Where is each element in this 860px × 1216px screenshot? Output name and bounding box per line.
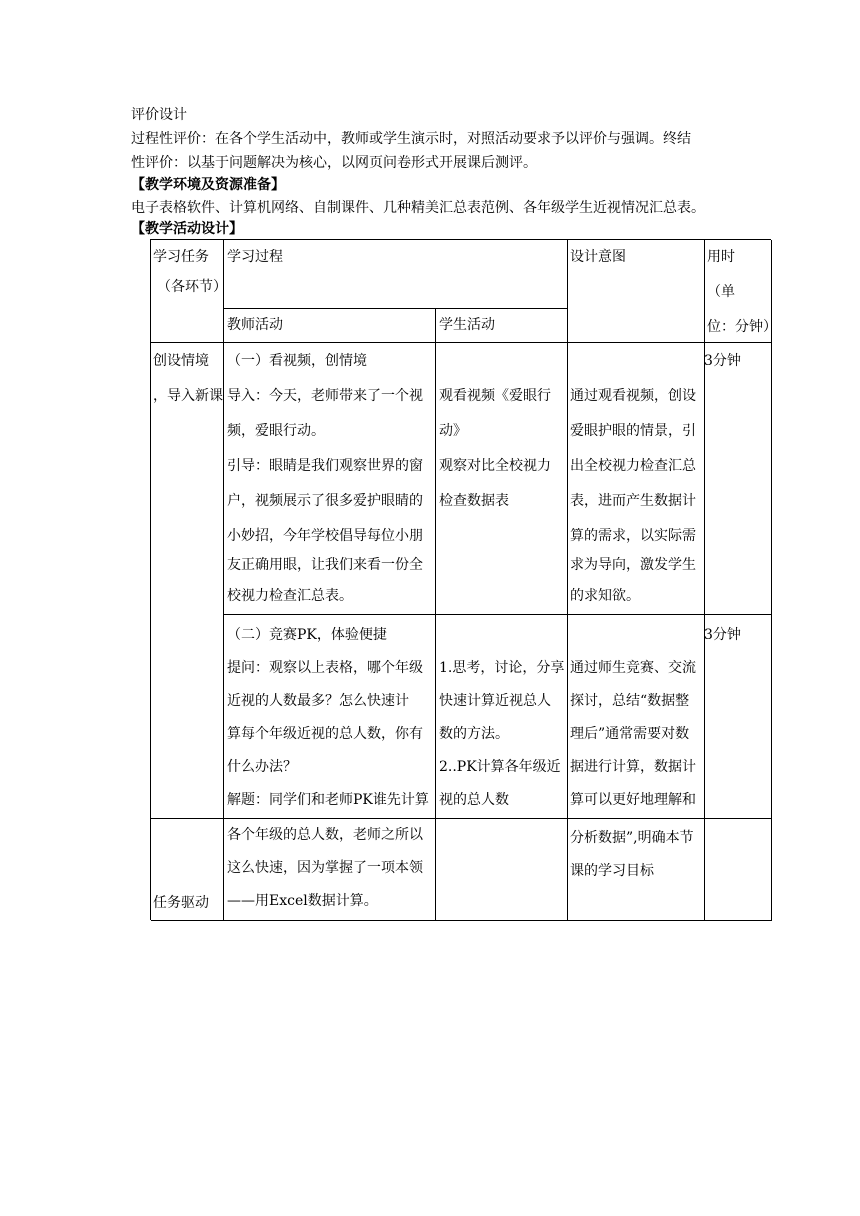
row3-task: 任务驱动 [153, 895, 209, 911]
row3-intent-2: 课的学习目标 [570, 863, 654, 879]
row1-teacher-8: 校视力检查汇总表。 [227, 588, 353, 604]
row-divider-2 [151, 818, 772, 819]
row2-intent-4: 理后”通常需要对数 [570, 726, 690, 742]
row1-teacher-4: 引导：眼睛是我们观察世界的窗 [227, 458, 423, 474]
activity-table [150, 239, 777, 920]
row1-student-3: 动》 [439, 423, 467, 439]
header-student: 学生活动 [439, 317, 495, 333]
env-heading: 【教学环境及资源准备】 [131, 177, 285, 193]
row-divider-bottom [151, 920, 772, 921]
row3-teacher-2: 这么快速，因为掌握了一项本领 [227, 860, 423, 876]
row1-teacher-1: （一）看视频，创情境 [227, 353, 367, 369]
row2-student-4: 数的方法。 [439, 726, 509, 742]
row1-teacher-7: 友正确用眼，让我们来看一份全 [227, 557, 423, 573]
row2-student-2: 1.思考，讨论，分享 [439, 660, 565, 676]
row2-student-6: 视的总人数 [439, 792, 509, 808]
header-time-3: 位：分钟） [707, 319, 777, 335]
row2-student-5: 2..PK计算各年级近 [439, 759, 561, 775]
row3-teacher-3: ——用Excel数据计算。 [227, 893, 378, 909]
header-teacher: 教师活动 [227, 317, 283, 333]
row1-intent-4: 出全校视力检查汇总 [570, 458, 696, 474]
row2-teacher-2: 提问：观察以上表格，哪个年级 [227, 660, 423, 676]
row1-intent-3: 爱眼护眼的情景，引 [570, 423, 696, 439]
row2-intent-5: 据进行计算，数据计 [570, 759, 696, 775]
row1-student-2: 观看视频《爱眼行 [439, 388, 551, 404]
row1-teacher-6: 小妙招，今年学校倡导每位小朋 [227, 528, 423, 544]
row1-intent-7: 求为导向，激发学生 [570, 557, 696, 573]
row1-task-2: ，导入新课 [153, 388, 223, 404]
row-divider-header [151, 342, 772, 343]
row1-task-1: 创设情境 [153, 353, 209, 369]
row2-time: 3分钟 [704, 627, 741, 643]
row1-teacher-3: 频，爱眼行动。 [227, 423, 325, 439]
row1-intent-5: 表，进而产生数据计 [570, 493, 696, 509]
row2-intent-3: 探讨，总结“数据整 [570, 693, 690, 709]
row2-teacher-3: 近视的人数最多？怎么快速计 [227, 693, 409, 709]
row3-intent-1: 分析数据”,明确本节 [570, 830, 694, 846]
row2-teacher-1: （二）竞赛PK，体验便捷 [227, 627, 387, 643]
row1-intent-8: 的求知欲。 [570, 588, 640, 604]
row-divider-1 [223, 614, 772, 615]
row1-teacher-5: 户，视频展示了很多爱护眼睛的 [227, 493, 423, 509]
eval-line-1: 过程性评价：在各个学生活动中，教师或学生演示时，对照活动要求予以评价与强调。终结 [131, 131, 691, 147]
row3-teacher-1: 各个年级的总人数，老师之所以 [227, 827, 423, 843]
header-time-1: 用时 [707, 249, 735, 265]
header-intent: 设计意图 [570, 249, 626, 265]
env-text: 电子表格软件、计算机网络、自制课件、几种精美汇总表范例、各年级学生近视情况汇总表。 [131, 200, 705, 216]
row1-student-5: 检查数据表 [439, 493, 509, 509]
header-task-sub: （各环节） [157, 279, 227, 295]
row2-teacher-5: 什么办法？ [227, 759, 297, 775]
header-task: 学习任务 [153, 249, 209, 265]
row2-intent-6: 算可以更好地理解和 [570, 792, 696, 808]
row1-student-4: 观察对比全校视力 [439, 458, 551, 474]
row2-teacher-6: 解题：同学们和老师PK谁先计算 [227, 792, 429, 808]
row2-intent-2: 通过师生竞赛、交流 [570, 660, 696, 676]
row2-teacher-4: 算每个年级近视的总人数，你有 [227, 726, 423, 742]
row1-teacher-2: 导入：今天，老师带来了一个视 [227, 388, 423, 404]
eval-line-2: 性评价：以基于问题解决为核心，以网页问卷形式开展课后测评。 [131, 155, 537, 171]
header-process: 学习过程 [227, 249, 283, 265]
row-divider-sub [223, 308, 568, 309]
row1-time: 3分钟 [704, 353, 741, 369]
row1-intent-2: 通过观看视频，创设 [570, 388, 696, 404]
activity-heading: 【教学活动设计】 [131, 221, 243, 237]
row2-student-3: 快速计算近视总人 [439, 693, 551, 709]
header-time-2: （单 [707, 284, 735, 300]
row1-intent-6: 算的需求，以实际需 [570, 528, 696, 544]
eval-title: 评价设计 [131, 107, 187, 123]
